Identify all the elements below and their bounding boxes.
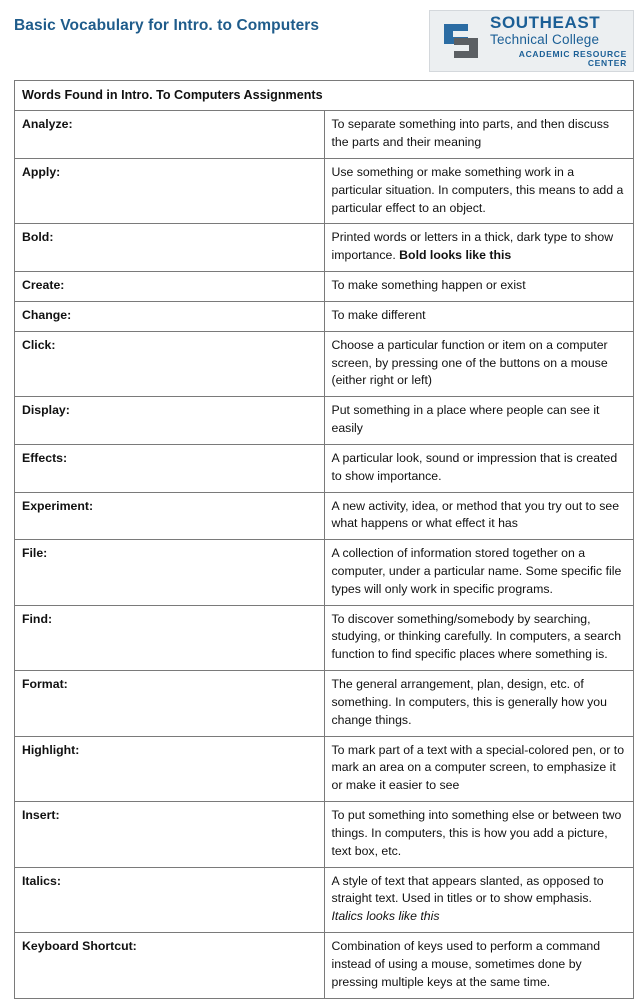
vocabulary-table-body <box>15 81 634 999</box>
definition-text: Printed words or letters in a thick, dark type to show importance. <box>331 230 614 263</box>
vocabulary-term: Experiment: <box>15 492 325 540</box>
definition-text: Choose a particular function or item on a computer screen, by pressing one of the buttons on a mouse (either right or left) <box>331 337 608 388</box>
logo-container <box>429 10 634 72</box>
table-header-row <box>15 81 634 111</box>
table-row <box>15 301 634 331</box>
vocabulary-definition <box>324 158 634 223</box>
table-row <box>15 444 634 492</box>
vocabulary-term: Apply: <box>15 158 325 223</box>
table-row <box>15 111 634 159</box>
vocabulary-definition <box>324 540 634 605</box>
definition-text: To mark part of a text with a special-colored pen, or to mark an area on a computer screen, to emphasize it or make it easier to see <box>331 742 625 793</box>
table-row <box>15 331 634 396</box>
definition-text: To make something happen or exist <box>331 278 526 293</box>
vocabulary-term: Bold: <box>15 224 325 272</box>
vocabulary-definition <box>324 671 634 736</box>
vocabulary-term: Click: <box>15 331 325 396</box>
definition-text: A style of text that appears slanted, as opposed to straight text. Used in titles or to show emphasis. <box>331 873 604 906</box>
vocabulary-table <box>14 80 634 999</box>
vocabulary-definition <box>324 867 634 932</box>
vocabulary-term: Create: <box>15 272 325 302</box>
page-title: Basic Vocabulary for Intro. to Computers <box>14 17 320 34</box>
vocabulary-definition <box>324 331 634 396</box>
vocabulary-definition <box>324 802 634 867</box>
table-row <box>15 224 634 272</box>
table-header-cell: Words Found in Intro. To Computers Assignments <box>15 81 634 111</box>
table-row <box>15 736 634 801</box>
table-row <box>15 933 634 998</box>
vocabulary-definition <box>324 444 634 492</box>
logo-line-southeast: SOUTHEAST <box>490 13 601 33</box>
definition-text: Italics looks like this <box>331 909 440 924</box>
vocabulary-term: Effects: <box>15 444 325 492</box>
vocabulary-term: Change: <box>15 301 325 331</box>
definition-text: Combination of keys used to perform a command instead of using a mouse, sometimes done by pressing multiple keys at the same time. <box>331 939 601 989</box>
definition-text: To discover something/somebody by searching, studying, or thinking carefully. In computers, a search function to find specific places where something is. <box>331 611 622 662</box>
table-row <box>15 272 634 302</box>
vocabulary-term: Highlight: <box>15 736 325 801</box>
table-row <box>15 158 634 223</box>
vocabulary-term: Insert: <box>15 802 325 867</box>
definition-text: To put something into something else or between two things. In computers, this is how you add a picture, text box, etc. <box>331 808 622 858</box>
vocabulary-definition <box>324 736 634 801</box>
vocabulary-term: Italics: <box>15 867 325 932</box>
vocabulary-definition <box>324 272 634 302</box>
southeast-logo-icon <box>438 18 484 64</box>
vocabulary-definition <box>324 605 634 670</box>
table-row <box>15 605 634 670</box>
table-row <box>15 492 634 540</box>
vocabulary-table-wrapper <box>0 72 644 999</box>
table-row <box>15 802 634 867</box>
definition-text: Put something in a place where people can see it easily <box>331 403 600 436</box>
vocabulary-definition <box>324 492 634 540</box>
definition-text: Use something or make something work in a particular situation. In computers, this means to add a particular effect to an object. <box>331 164 624 215</box>
table-row <box>15 397 634 445</box>
vocabulary-term: Find: <box>15 605 325 670</box>
definition-text: A particular look, sound or impression that is created to show importance. <box>331 450 618 483</box>
vocabulary-term: Analyze: <box>15 111 325 159</box>
logo-line-academic-resource-center: ACADEMIC RESOURCE CENTER <box>518 49 627 69</box>
vocabulary-term: File: <box>15 540 325 605</box>
logo-text <box>490 14 627 68</box>
vocabulary-term: Format: <box>15 671 325 736</box>
vocabulary-definition <box>324 301 634 331</box>
vocabulary-definition <box>324 111 634 159</box>
definition-text: Bold looks like this <box>399 248 512 263</box>
document-header <box>0 0 644 72</box>
definition-text: To separate something into parts, and then discuss the parts and their meaning <box>331 117 610 150</box>
table-row <box>15 867 634 932</box>
vocabulary-term: Keyboard Shortcut: <box>15 933 325 998</box>
definition-text: To make different <box>331 307 426 322</box>
logo-line-technical-college: Technical College <box>490 31 600 47</box>
table-row <box>15 671 634 736</box>
vocabulary-term: Display: <box>15 397 325 445</box>
vocabulary-definition <box>324 397 634 445</box>
definition-text: A collection of information stored together on a computer, under a particular name. Some specific file types will only work in specific programs. <box>331 546 622 596</box>
definition-text: The general arrangement, plan, design, etc. of something. In computers, this is generally how you change things. <box>331 677 607 727</box>
vocabulary-definition <box>324 224 634 272</box>
vocabulary-definition <box>324 933 634 998</box>
definition-text: A new activity, idea, or method that you try out to see what happens or what effect it has <box>331 498 620 531</box>
table-row <box>15 540 634 605</box>
